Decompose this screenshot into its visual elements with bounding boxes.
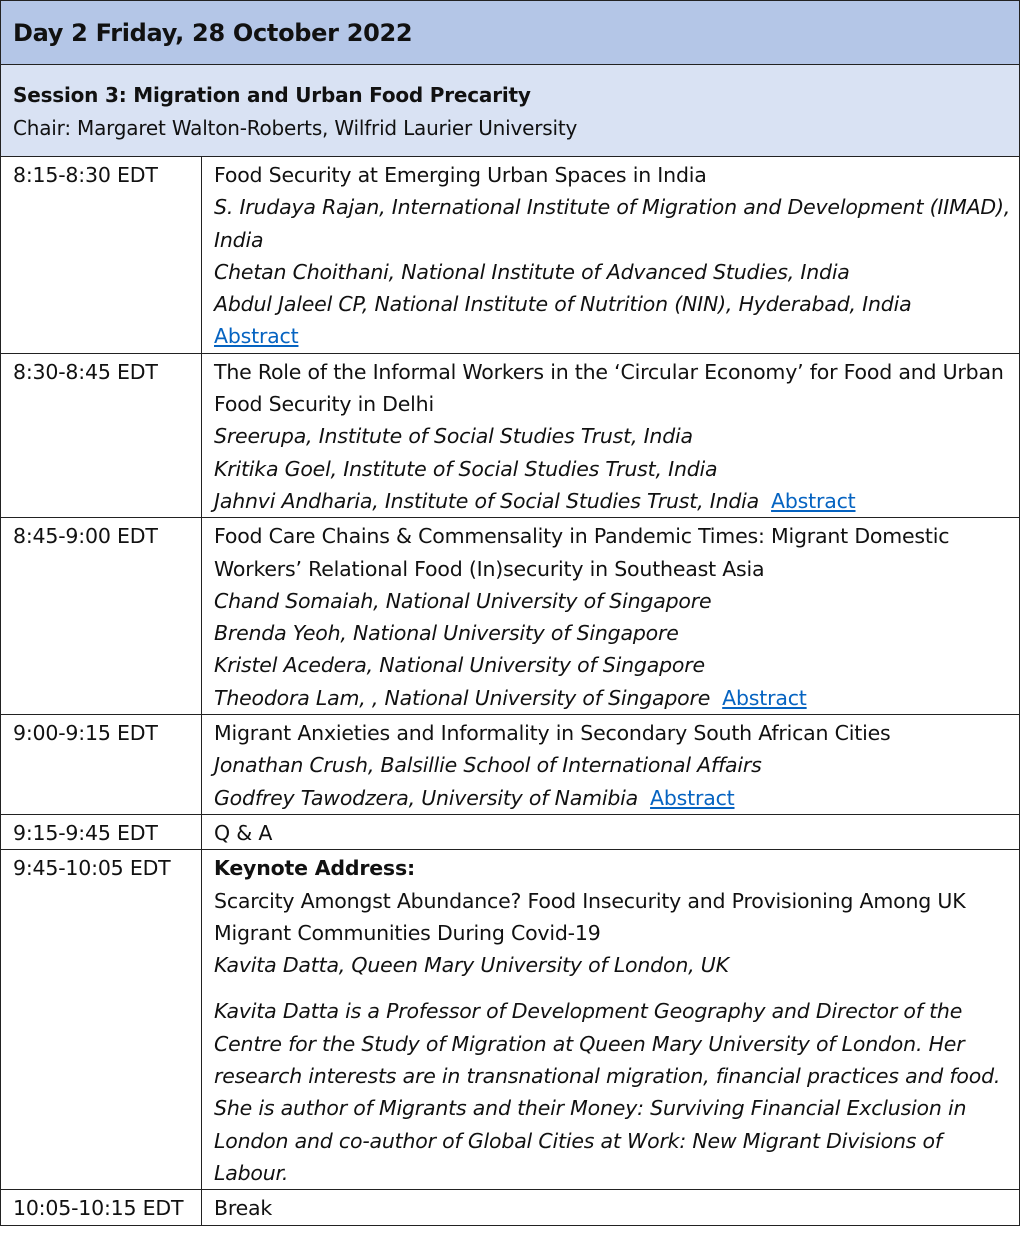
schedule-table <box>0 157 1020 1226</box>
session-chair: Chair: Margaret Walton-Roberts, Wilfrid Laurier University <box>13 116 578 140</box>
table-row <box>1 1190 1020 1225</box>
time-cell: 9:00-9:15 EDT <box>1 715 202 815</box>
author: Abdul Jaleel CP, National Institute of Nutrition (NIN), Hyderabad, India <box>214 292 912 317</box>
author-with-abstract <box>214 682 1013 714</box>
abstract-link[interactable]: Abstract <box>650 785 735 810</box>
time-cell: 9:15-9:45 EDT <box>1 814 202 849</box>
table-row <box>1 157 1020 353</box>
author: Jahnvi Andharia, Institute of Social Studies Trust, India <box>214 488 760 513</box>
time-cell: 8:15-8:30 EDT <box>1 157 202 353</box>
talk-cell <box>202 353 1020 517</box>
table-row <box>1 518 1020 715</box>
author: Brenda Yeoh, National University of Singapore <box>214 621 679 646</box>
talk-cell <box>202 518 1020 715</box>
day-header: Day 2 Friday, 28 October 2022 <box>0 0 1020 65</box>
keynote-label: Keynote Address: <box>214 856 415 881</box>
time-cell: 10:05-10:15 EDT <box>1 1190 202 1225</box>
author: Godfrey Tawodzera, University of Namibia <box>214 785 639 810</box>
author: Chetan Choithani, National Institute of Advanced Studies, India <box>214 259 850 284</box>
time-cell: 8:45-9:00 EDT <box>1 518 202 715</box>
author: Kritika Goel, Institute of Social Studies Trust, India <box>214 456 718 481</box>
talk-cell <box>202 715 1020 815</box>
keynote-cell <box>202 850 1020 1190</box>
talk-title: Migrant Anxieties and Informality in Secondary South African Cities <box>214 721 891 746</box>
talk-title: Scarcity Amongst Abundance? Food Insecurity and Provisioning Among UK Migrant Communities During Covid-19 <box>214 888 966 945</box>
abstract-link[interactable]: Abstract <box>214 324 299 349</box>
session-item-title: Break <box>214 1196 273 1221</box>
abstract-link[interactable]: Abstract <box>771 488 856 513</box>
table-row <box>1 715 1020 815</box>
author: Kristel Acedera, National University of Singapore <box>214 653 705 678</box>
talk-title: Food Care Chains & Commensality in Pandemic Times: Migrant Domestic Workers’ Relational Food (In)security in Southeast Asia <box>214 524 950 581</box>
author: Jonathan Crush, Balsillie School of International Affairs <box>214 753 762 778</box>
speaker-bio: Kavita Datta is a Professor of Development Geography and Director of the Centre for the Study of Migration at Queen Mary University of London. Her research interests are in transnational migration, financial practices and food. She is author of Migrants and their Money: Surviving Financial Exclusion in London and co-author of Global Cities at Work: New Migrant Divisions of Labour. <box>214 999 1001 1185</box>
session-header <box>0 65 1020 157</box>
abstract-link[interactable]: Abstract <box>722 685 807 710</box>
talk-cell <box>202 814 1020 849</box>
author-with-abstract <box>214 485 1013 517</box>
session-title: Session 3: Migration and Urban Food Precarity <box>13 83 531 107</box>
table-row <box>1 850 1020 1190</box>
time-cell: 8:30-8:45 EDT <box>1 353 202 517</box>
talk-title: The Role of the Informal Workers in the ‘Circular Economy’ for Food and Urban Food Security in Delhi <box>214 359 1004 417</box>
author-with-abstract <box>214 782 1013 814</box>
author: Chand Somaiah, National University of Singapore <box>214 588 712 613</box>
table-row <box>1 353 1020 517</box>
author: Kavita Datta, Queen Mary University of London, UK <box>214 953 729 978</box>
talk-title: Food Security at Emerging Urban Spaces in India <box>214 163 707 187</box>
talk-cell <box>202 1190 1020 1225</box>
session-item-title: Q & A <box>214 820 273 845</box>
author: Theodora Lam, , National University of Singapore <box>214 685 711 710</box>
talk-cell <box>202 157 1020 353</box>
table-row <box>1 814 1020 849</box>
author: Sreerupa, Institute of Social Studies Trust, India <box>214 424 693 449</box>
author: S. Irudaya Rajan, International Institute of Migration and Development (IIMAD), India <box>214 195 1011 252</box>
time-cell: 9:45-10:05 EDT <box>1 850 202 1190</box>
